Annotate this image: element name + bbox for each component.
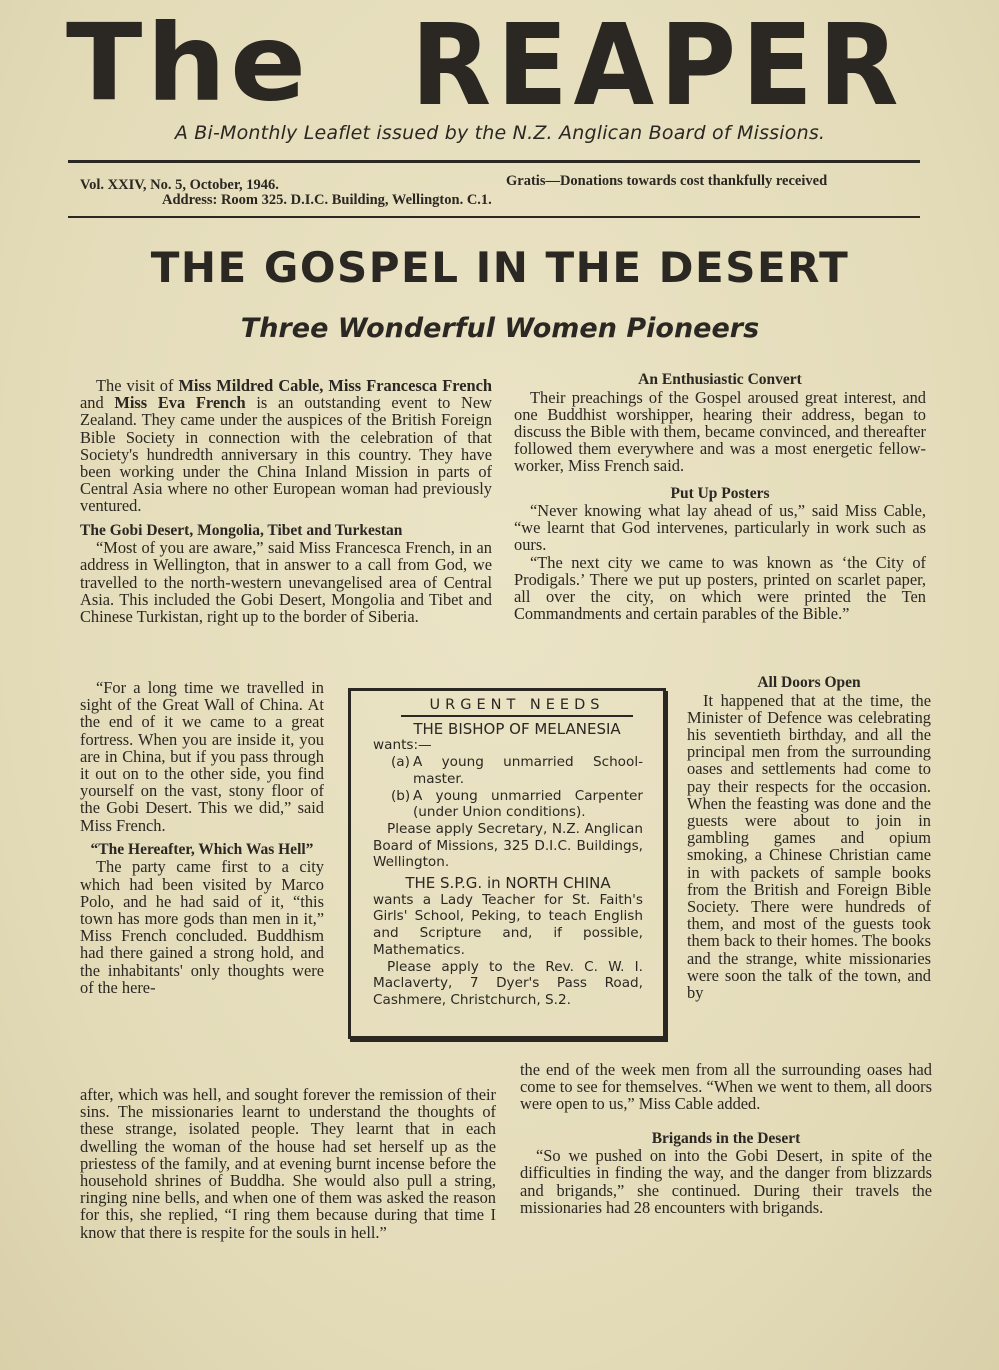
body-paragraph: “The next city we came to was known as ‘the City of Prodigals.’ There we put up posters, printed on scarlet paper, all over the city, on which were printed the Ten Commandments and certain parables of the Bible.”	[514, 552, 926, 624]
urgent-needs-item: (b) A young unmarried Carpenter (under Union conditions).	[391, 787, 643, 821]
urgent-needs-item: (a) A young unmarried School-master.	[391, 754, 643, 787]
masthead-reaper: REAPER	[411, 1, 905, 131]
right-column-bottom	[520, 1061, 932, 1216]
body-paragraph: “For a long time we travelled in sight of the Great Wall of China. At the end of it we came to a great fortress. When you are inside it, you are in China, but if you pass through it out on to the other side, you find yourself on the vast, stony floor of the Gobi Desert. This we did,” said Miss French.	[80, 678, 324, 835]
right-column-narrow	[687, 674, 931, 1001]
section-heading: Brigands in the Desert	[651, 1129, 801, 1147]
issue-gratis: Gratis—Donations towards cost thankfully received	[506, 173, 828, 189]
urgent-needs-title: URGENT NEEDS	[401, 697, 633, 717]
right-column-top	[514, 371, 926, 622]
section-heading: The Gobi Desert, Mongolia, Tibet and Turkestan	[80, 521, 403, 539]
issue-address: Address: Room 325. D.I.C. Building, Wellington. C.1.	[162, 192, 492, 208]
section-heading: An Enthusiastic Convert	[638, 371, 802, 388]
urgent-needs-org-spg: THE S.P.G. in NORTH CHINA	[405, 874, 611, 893]
left-column-bottom	[80, 1086, 496, 1241]
urgent-needs-wants: wants:—	[373, 737, 432, 754]
body-paragraph: It happened that at the time, the Minister of Defence was celebrating his seventieth birthday, and all the principal men from the surrounding oases and settlements had come to pay their respects for the occasion. When the feasting was done and the guests were about to join in gambling games and opium smoking, a Chinese Christian came in with packets of sample books from the British and Foreign Bible Society. There were hundreds of them, and most of the guests took them back to their homes. The books and the strange, white missionaries were soon the talk of the town, and by	[687, 690, 931, 1002]
urgent-needs-apply-spg: Please apply to the Rev. C. W. I. Maclaverty, 7 Dyer's Pass Road, Cashmere, Christchurch, S.2.	[373, 958, 643, 1008]
left-column-narrow	[80, 679, 324, 996]
body-paragraph: after, which was hell, and sought forever the remission of their sins. The missionaries learnt to understand the thoughts of these strange, isolated people. They learnt that in each dwelling the woman of the house had set herself up as the priestess of the family, and at evening burnt incense before the household shrines of Buddha. She would also pull a string, ringing nine bells, and when one of them was asked the reason for this, she replied, “I ring them because during that time I know that there is respite for the souls in hell.”	[80, 1085, 496, 1242]
intro-paragraph: The visit of Miss Mildred Cable, Miss Francesca French and Miss Eva French is an outstanding event to New Zealand. They came under the auspices of the British Foreign Bible Society in connection with the celebration of that Society's hundredth anniversary in this country. They have been working under the China Inland Mission in parts of Central Asia where no other European woman had previously ventured.	[80, 376, 492, 516]
body-paragraph: “Never knowing what lay ahead of us,” said Miss Cable, “we learnt that God intervenes, particularly in work such as ours.	[514, 501, 926, 555]
left-column-top	[80, 377, 492, 625]
section-heading: All Doors Open	[757, 674, 861, 691]
body-paragraph: The party came first to a city which had been visited by Marco Polo, and he had said of it, “this town has more gods than men in it,” Miss French concluded. Buddhism had there gained a strong hold, and the inhabitants' only thoughts were of the here-	[80, 857, 324, 997]
body-paragraph: “Most of you are aware,” said Miss Francesca French, in an address in Wellington, that in answer to a call from God, we travelled to the north-western unevangelised area of Central Asia. This included the Gobi Desert, Mongolia and Tibet and Chinese Turkistan, right up to the border of Siberia.	[80, 538, 492, 626]
masthead-tagline: A Bi-Monthly Leaflet issued by the N.Z. Anglican Board of Missions.	[174, 122, 826, 144]
masthead-the: The	[66, 1, 311, 126]
body-paragraph: Their preachings of the Gospel aroused great interest, and one Buddhist worshipper, hearing their address, began to discuss the Bible with them, became convinced, and thereafter followed them everywhere and was a most energetic fellow-worker, Miss French said.	[514, 387, 926, 476]
article-headline: THE GOSPEL IN THE DESERT	[150, 243, 850, 292]
masthead-title	[66, 1, 926, 131]
urgent-needs-apply-melanesia: Please apply Secretary, N.Z. Anglican Board of Missions, 325 D.I.C. Buildings, Wellington.	[373, 820, 643, 871]
header-rule-bottom	[68, 216, 920, 218]
section-heading: Put Up Posters	[670, 484, 770, 502]
urgent-needs-org-melanesia: THE BISHOP OF MELANESIA	[413, 719, 621, 738]
body-paragraph: “So we pushed on into the Gobi Desert, in spite of the difficulties in finding the way, and the danger from blizzards and brigands,” she continued. During their travels the missionaries had 28 encounters with brigands.	[520, 1146, 932, 1217]
body-paragraph: the end of the week men from all the surrounding oases had come to see for themselves. “When we went to them, all doors were open to us,” Miss Cable added.	[520, 1060, 932, 1114]
urgent-needs-content	[373, 697, 643, 1009]
issue-volume: Vol. XXIV, No. 5, October, 1946.	[80, 177, 279, 193]
urgent-needs-spg-text: wants a Lady Teacher for St. Faith's Girls' School, Peking, to teach English and Scripture and, if possible, Mathematics.	[373, 891, 643, 958]
urgent-needs-box	[348, 688, 666, 1039]
header-rule-top	[68, 160, 920, 163]
article-subheadline: Three Wonderful Women Pioneers	[240, 313, 760, 344]
section-heading: “The Hereafter, Which Was Hell”	[90, 840, 314, 858]
